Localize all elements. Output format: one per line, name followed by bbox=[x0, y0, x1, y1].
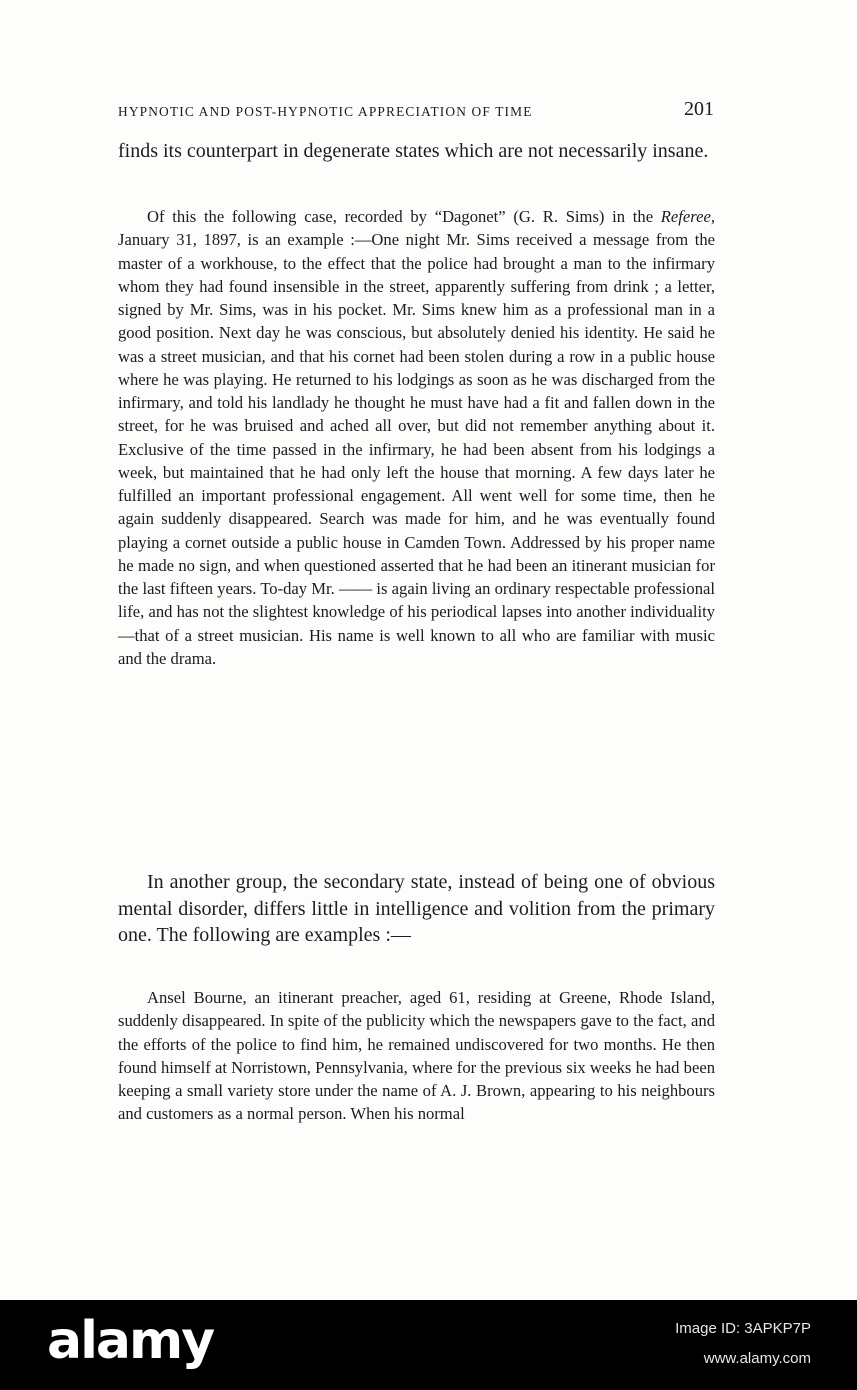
page-number: 201 bbox=[684, 98, 714, 120]
referee-italic: Referee, bbox=[660, 207, 715, 226]
paragraph-text: Ansel Bourne, an itinerant preacher, aged 61, residing at Greene, Rhode Island, suddenly disappeared. In spite of the publicity which the newspapers gave to the fact, and the efforts of the police to find him, he remained undiscovered for two months. He then found himself at Norristown, Pennsylvania, where for the previous six weeks he had been keeping a small variety store under the name of A. J. Brown, appearing to his neighbours and customers as a normal person. When his normal bbox=[118, 988, 715, 1124]
paragraph-text: finds its counterpart in degenerate states which are not necessarily insane. bbox=[118, 140, 709, 162]
paragraph-another-group bbox=[118, 869, 715, 949]
paragraph-continuation bbox=[118, 138, 715, 165]
paragraph-text bbox=[118, 205, 715, 670]
paragraph-text-after: January 31, 1897, is an example :—One night Mr. Sims received a message from the master of a workhouse, to the effect that the police had brought a man to the infirmary whom they had found insensible in the street, apparently suffering from drink ; a letter, signed by Mr. Sims, was in his pocket. Mr. Sims knew him as a professional man in a good position. Next day he was conscious, but absolutely denied his identity. He said he was a street musician, and that his cornet had been stolen during a row in a public house where he was playing. He returned to his lodgings as soon as he was discharged from the infirmary, and told his landlady he thought he must have had a fit and fallen down in the street, for he was bruised and ached all over, but did not remember anything about it. Exclusive of the time passed in the infirmary, he had been absent from his lodgings a week, but maintained that he had only left the house that morning. A few days later he fulfilled an important professional engagement. All went well for some time, then he again suddenly disappeared. Search was made for him, and he was eventually found playing a cornet outside a public house in Camden Town. Addressed by his proper name he made no sign, and when questioned asserted that he had been an itinerant musician for the last fifteen years. To-day Mr. —— is again living an ordinary respectable professional life, and has not the slightest knowledge of his periodical lapses into another individuality—that of a street musician. His name is well known to all who are familiar with music and the drama. bbox=[118, 230, 715, 668]
paragraph-text-before: Of this the following case, recorded by “Dagonet” (G. R. Sims) in the bbox=[147, 207, 661, 226]
paragraph-text: In another group, the secondary state, instead of being one of obvious mental disorder, differs little in intelligence and volition from the primary one. The following are examples :— bbox=[118, 871, 715, 946]
site-url-label: www.alamy.com bbox=[703, 1350, 811, 1367]
running-title: HYPNOTIC AND POST-HYPNOTIC APPRECIATION OF TIME bbox=[118, 104, 533, 119]
image-id-label: Image ID: 3APKP7P bbox=[675, 1320, 811, 1337]
alamy-logo: alamy bbox=[47, 1311, 214, 1371]
running-head bbox=[118, 96, 714, 120]
watermark-banner bbox=[0, 1300, 857, 1390]
paragraph-dagonet-case bbox=[118, 205, 715, 670]
paragraph-ansel-bourne bbox=[118, 986, 715, 1126]
